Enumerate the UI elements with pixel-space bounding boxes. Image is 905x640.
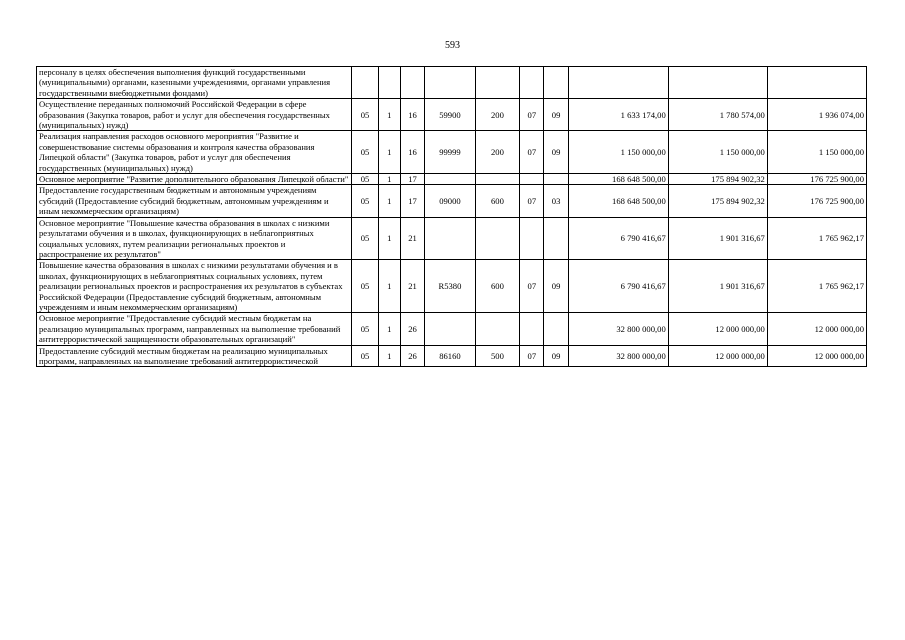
direction-code	[425, 67, 476, 99]
program-code	[352, 67, 378, 99]
amount-year-1: 168 648 500,00	[568, 185, 668, 217]
section-code	[520, 67, 544, 99]
subsection-code	[544, 313, 568, 345]
program-code: 05	[352, 174, 378, 185]
expense-name: Основное мероприятие "Повышение качества образования в школах с низкими результатами обучения и в школах, функционирующих в неблагоприятных социальных условиях, путем реализации региональных проектов и распространение их результатов"	[37, 217, 352, 260]
event-code: 17	[400, 174, 424, 185]
amount-year-1: 32 800 000,00	[568, 313, 668, 345]
expense-type-code: 200	[475, 99, 519, 131]
page-number: 593	[445, 40, 460, 51]
amount-year-3: 176 725 900,00	[767, 174, 866, 185]
section-code: 07	[520, 185, 544, 217]
expense-name: персоналу в целях обеспечения выполнения функций государственными (муниципальными) органами, казенными учреждениями, органами управления государственными внебюджетными фондами)	[37, 67, 352, 99]
subsection-code	[544, 67, 568, 99]
amount-year-1: 6 790 416,67	[568, 260, 668, 313]
amount-year-3: 1 150 000,00	[767, 131, 866, 174]
budget-table	[36, 66, 867, 367]
table-row	[37, 131, 867, 174]
expense-type-code	[475, 174, 519, 185]
amount-year-2: 12 000 000,00	[668, 313, 767, 345]
expense-type-code	[475, 217, 519, 260]
amount-year-1	[568, 67, 668, 99]
direction-code	[425, 313, 476, 345]
subsection-code	[544, 217, 568, 260]
subprogram-code: 1	[378, 185, 400, 217]
amount-year-1: 1 633 174,00	[568, 99, 668, 131]
direction-code	[425, 174, 476, 185]
expense-type-code: 600	[475, 185, 519, 217]
amount-year-3: 12 000 000,00	[767, 313, 866, 345]
expense-name: Предоставление субсидий местным бюджетам на реализацию муниципальных программ, направленных на выполнение требований антитеррористической	[37, 345, 352, 367]
amount-year-1: 6 790 416,67	[568, 217, 668, 260]
expense-name: Осуществление переданных полномочий Российской Федерации в сфере образования (Закупка товаров, работ и услуг для обеспечения государственных (муниципальных) нужд)	[37, 99, 352, 131]
section-code	[520, 313, 544, 345]
table-row	[37, 174, 867, 185]
amount-year-1: 168 648 500,00	[568, 174, 668, 185]
table-row	[37, 99, 867, 131]
program-code: 05	[352, 217, 378, 260]
subprogram-code: 1	[378, 174, 400, 185]
section-code	[520, 174, 544, 185]
amount-year-2: 12 000 000,00	[668, 345, 767, 367]
subsection-code: 09	[544, 99, 568, 131]
table-row	[37, 345, 867, 367]
subprogram-code	[378, 67, 400, 99]
table-row	[37, 67, 867, 99]
direction-code: 09000	[425, 185, 476, 217]
amount-year-2: 1 150 000,00	[668, 131, 767, 174]
event-code: 21	[400, 217, 424, 260]
event-code: 26	[400, 345, 424, 367]
subprogram-code: 1	[378, 131, 400, 174]
amount-year-3: 1 765 962,17	[767, 217, 866, 260]
table-row	[37, 185, 867, 217]
program-code: 05	[352, 345, 378, 367]
table-row	[37, 313, 867, 345]
section-code	[520, 217, 544, 260]
subprogram-code: 1	[378, 260, 400, 313]
subprogram-code: 1	[378, 345, 400, 367]
table-row	[37, 260, 867, 313]
subsection-code: 03	[544, 185, 568, 217]
program-code: 05	[352, 260, 378, 313]
event-code: 26	[400, 313, 424, 345]
event-code: 16	[400, 131, 424, 174]
subsection-code: 09	[544, 131, 568, 174]
section-code: 07	[520, 260, 544, 313]
table-body	[37, 67, 867, 367]
expense-type-code	[475, 67, 519, 99]
subprogram-code: 1	[378, 99, 400, 131]
amount-year-3: 1 765 962,17	[767, 260, 866, 313]
event-code: 21	[400, 260, 424, 313]
amount-year-2	[668, 67, 767, 99]
event-code: 17	[400, 185, 424, 217]
expense-type-code	[475, 313, 519, 345]
subsection-code	[544, 174, 568, 185]
expense-name: Предоставление государственным бюджетным и автономным учреждениям субсидий (Предоставление субсидий бюджетным, автономным учреждениям и иным некоммерческим организациям)	[37, 185, 352, 217]
direction-code: 99999	[425, 131, 476, 174]
subprogram-code: 1	[378, 217, 400, 260]
program-code: 05	[352, 131, 378, 174]
amount-year-1: 1 150 000,00	[568, 131, 668, 174]
subsection-code: 09	[544, 260, 568, 313]
program-code: 05	[352, 99, 378, 131]
expense-type-code: 600	[475, 260, 519, 313]
amount-year-3: 1 936 074,00	[767, 99, 866, 131]
direction-code: R5380	[425, 260, 476, 313]
expense-name: Повышение качества образования в школах с низкими результатами обучения и в школах, функционирующих в неблагоприятных социальных условиях, путем реализации региональных проектов и распространения их результатов в субъектах Российской Федерации (Предоставление субсидий бюджетным, автономным учреждениям и иным некоммерческим организациям)	[37, 260, 352, 313]
subprogram-code: 1	[378, 313, 400, 345]
expense-type-code: 200	[475, 131, 519, 174]
section-code: 07	[520, 99, 544, 131]
table-row	[37, 217, 867, 260]
amount-year-2: 1 780 574,00	[668, 99, 767, 131]
amount-year-1: 32 800 000,00	[568, 345, 668, 367]
amount-year-3	[767, 67, 866, 99]
amount-year-3: 176 725 900,00	[767, 185, 866, 217]
amount-year-3: 12 000 000,00	[767, 345, 866, 367]
direction-code	[425, 217, 476, 260]
expense-name: Реализация направления расходов основного мероприятия "Развитие и совершенствование системы образования и контроля качества образования Липецкой области" (Закупка товаров, работ и услуг для обеспечения государственных (муниципальных) нужд)	[37, 131, 352, 174]
expense-type-code: 500	[475, 345, 519, 367]
program-code: 05	[352, 313, 378, 345]
event-code: 16	[400, 99, 424, 131]
direction-code: 86160	[425, 345, 476, 367]
direction-code: 59900	[425, 99, 476, 131]
event-code	[400, 67, 424, 99]
amount-year-2: 1 901 316,67	[668, 217, 767, 260]
program-code: 05	[352, 185, 378, 217]
amount-year-2: 175 894 902,32	[668, 185, 767, 217]
expense-name: Основное мероприятие "Предоставление субсидий местным бюджетам на реализацию муниципальных программ, направленных на выполнение требований антитеррористической защищенности образовательных организаций"	[37, 313, 352, 345]
amount-year-2: 1 901 316,67	[668, 260, 767, 313]
expense-name: Основное мероприятие "Развитие дополнительного образования Липецкой области"	[37, 174, 352, 185]
section-code: 07	[520, 131, 544, 174]
section-code: 07	[520, 345, 544, 367]
subsection-code: 09	[544, 345, 568, 367]
amount-year-2: 175 894 902,32	[668, 174, 767, 185]
